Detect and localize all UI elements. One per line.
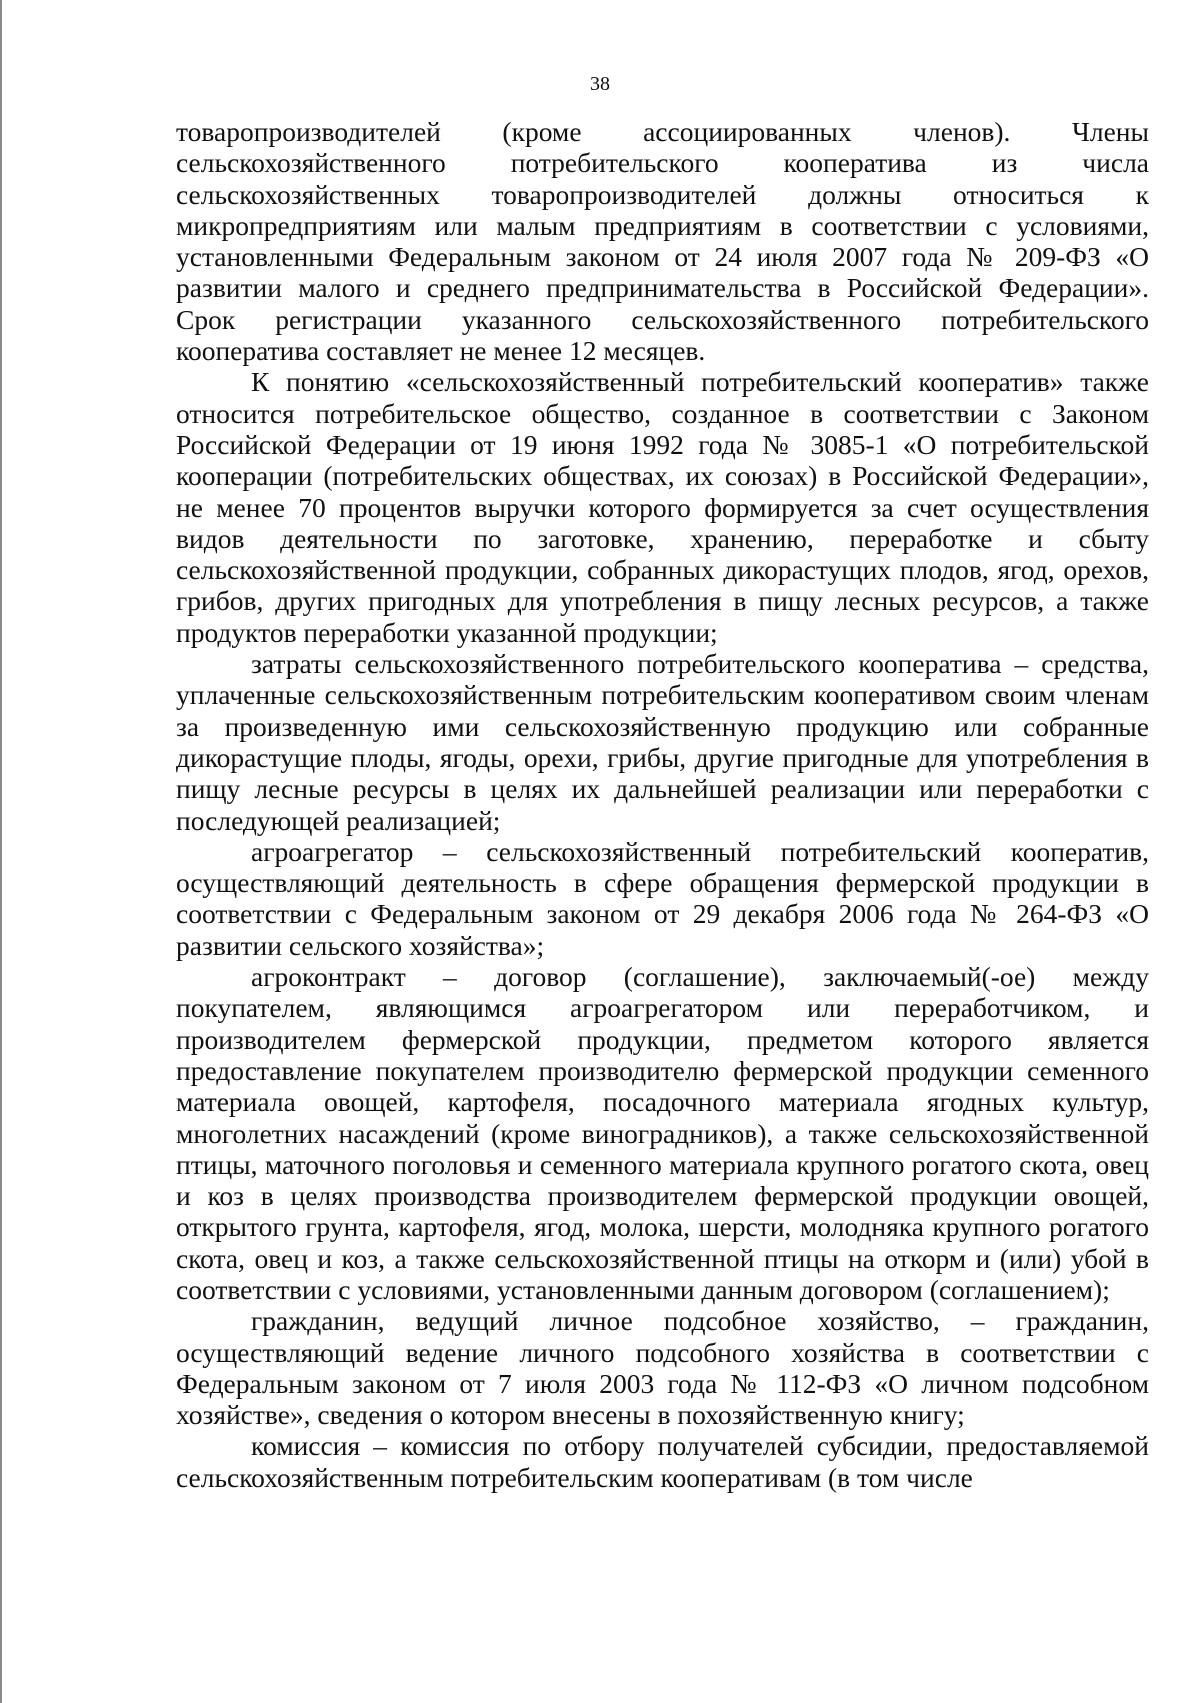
paragraph-consumer-society: К понятию «сельскохозяйственный потребительский кооператив» также относится потребительское общество, созданное в соответствии с Законом Российской Федерации от 19 июня 1992 года № 3085-1 «О потребительской кооперации (потребительских обществах, их союзах) в Российской Федерации», не менее 70 процентов выручки которого формируется за счет осуществления видов деятельности по заготовке, хранению, переработке и сбыту сельскохозяйственной продукции, собранных дикорастущих плодов, ягод, орехов, грибов, других пригодных для употребления в пищу лесных ресурсов, а также продуктов переработки указанной продукции; [176, 366, 1149, 648]
paragraph-household-citizen: гражданин, ведущий личное подсобное хозяйство, – гражданин, осуществляющий ведение личного подсобного хозяйства в соответствии с Федеральным законом от 7 июля 2003 года № 112-ФЗ «О личном подсобном хозяйстве», сведения о котором внесены в похозяйственную книгу; [176, 1305, 1149, 1431]
paragraph-agrocontract: агроконтракт – договор (соглашение), заключаемый(-ое) между покупателем, являющимся агроагрегатором или переработчиком, и производителем фермерской продукции, предметом которого является предоставление покупателем производителю фермерской продукции семенного материала овощей, картофеля, посадочного материала ягодных культур, многолетних насаждений (кроме виноградников), а также сельскохозяйственной птицы, маточного поголовья и семенного материала крупного рогатого скота, овец и коз в целях производства производителем фермерской продукции овощей, открытого грунта, картофеля, ягод, молока, шерсти, молодняка крупного рогатого скота, овец и коз, а также сельскохозяйственной птицы на откорм и (или) убой в соответствии с условиями, установленными данным договором (соглашением); [176, 961, 1149, 1305]
scan-edge [0, 0, 2, 1703]
paragraph-commission: комиссия – комиссия по отбору получателей субсидии, предоставляемой сельскохозяйственным потребительским кооперативам (в том числе [176, 1430, 1149, 1493]
paragraph-cooperative-costs: затраты сельскохозяйственного потребительского кооператива – средства, уплаченные сельскохозяйственным потребительским кооперативом своим членам за произведенную ими сельскохозяйственную продукцию или собранные дикорастущие плоды, ягоды, орехи, грибы, другие пригодные для употребления в пищу лесные ресурсы в целях их дальнейшей реализации или переработки с последующей реализацией; [176, 648, 1149, 836]
paragraph-continuation: товаропроизводителей (кроме ассоциированных членов). Члены сельскохозяйственного потребительского кооператива из числа сельскохозяйственных товаропроизводителей должны относиться к микропредприятиям или малым предприятиям в соответствии с условиями, установленными Федеральным законом от 24 июля 2007 года № 209-ФЗ «О развитии малого и среднего предпринимательства в Российской Федерации». Срок регистрации указанного сельскохозяйственного потребительского кооператива составляет не менее 12 месяцев. [176, 116, 1149, 367]
page-number: 38 [590, 73, 610, 95]
document-body [176, 116, 1149, 1493]
paragraph-agroaggregator: агроагрегатор – сельскохозяйственный потребительский кооператив, осуществляющий деятельность в сфере обращения фермерской продукции в соответствии с Федеральным законом от 29 декабря 2006 года № 264-ФЗ «О развитии сельского хозяйства»; [176, 835, 1149, 961]
